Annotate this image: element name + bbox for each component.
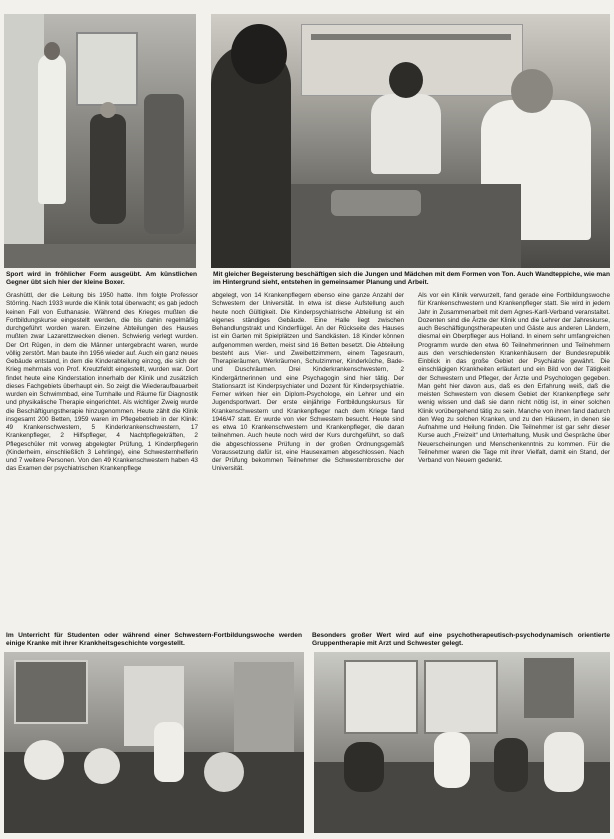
photo-lecture [4,652,304,833]
caption-boxing: Sport wird in fröhlicher Form ausgeübt. Am künstlichen Gegner übt sich hier der kleine Boxer. [6,271,197,287]
photo-clay-modeling [211,14,610,268]
article-text-col3: Als vor ein Klinik verwurzelt, fand gerade eine Fortbildungswoche für Krankenschwestern und Krankenpfleger statt. Sie wird in jedem Jahr in Zusammenarbeit mit dem Agnes-Karll-Verband veranstaltet. Dozenten sind die Ärzte der Klinik und die Lehrer der Jahreskurse, auch Beschäftigungstherapeuten und Gäste aus anderen Ländern, diesmal ein Oberpfleger aus Holland. In einem sehr umfangreichen Programm wurde den etwa 60 Teilnehmerinnen und Teilnehmern aus den verschiedensten Krankenhäusern der Bundesrepublik Einblick in das große Gebiet der Psychiatrie gewährt. Die einschlägigen Krankheiten erläutert und ein Bild von der Tätigkeit der Schwestern und Pfleger, der Ärzte und Psychologen gegeben. Man geht hier davon aus, daß es den Erfahrung weiß, daß die meisten Schwestern von diesem Gebiet der Krankenpflege sehr wenig wissen und daß sie dann nicht nötig ist, in einer solchen Klinik vorübergehend tätig zu sein. Manche von ihnen fand dadurch den Weg zu solchen Kranken, und zu den Häusern, in denen sie Aufnahme und Heilung finden. Die Teilnehmer ist gar sehr dieser Kurse auch „Freizeit“ und Unterhaltung, Musik und Gespräche über Neuerscheinungen und Menschenkenntnis zu kommen. Für die Teilnehmer waren die Tage mit ihrer Vielfalt, damit ein Stand, der Verband von Neuem gedenkt. [418,292,610,464]
photo-boxing [4,14,196,268]
caption-group-therapy: Besonders großer Wert wird auf eine psychotherapeutisch-psychodynamisch orientierte Gruppentherapie mit Arzt und Schwester gelegt. [312,632,610,648]
caption-clay-modeling: Mit gleicher Begeisterung beschäftigen sich die Jungen und Mädchen mit dem Formen von Ton. Auch Wandteppiche, wie man im Hintergrund sieht, entstehen in gemeinsamer Planung und Arbeit. [213,271,610,287]
article-column-2 [212,292,404,582]
article-column-3 [418,292,610,574]
article-text-col1: Grashüttl, der die Leitung bis 1950 hatte. Ihm folgte Professor Störring. Nach 1933 wurde die Klinik total überwacht; es gab jedoch keinen Fall von Euthanasie. Während des Krieges mußten die Fortbildungskurse eingestellt werden, die bis dahin regelmäßig durchgeführt worden waren. Einzelne Abteilungen des Hauses mußten zwar Lazarettzwecken dienen. Schwierig verlegt wurden. Der Ort Rügen, in dem die Männer untergebracht waren, wurde völlig zerstört. Man baute ihn 1956 wieder auf. Auch ein ganz neues Gebäude entstand, in dem die Kinderabteilung einzog, die sich der Krieg mehrmals von Prof. Kreutzfeldt eingestellt, wurden war. Dort findet heute eine Kinderstation innerhalb der Klinik und zusätzlich dieses Fachgebiets überhaupt ein. So zeigt die Wiederaufbauarbeit wurden ein Schwimmbad, eine Turnhalle und Räume für Diagnostik und physikalische Therapie eingerichtet. Als wichtiger Zweig wurde die Beschäftigungstherapie hinzugenommen. Heute zählt die Klinik insgesamt 200 Betten, 1959 waren im Pflegebetrieb in der Klinik: 49 Krankenschwestern, 5 Kinderkrankenschwestern, 17 Krankenpfleger, 2 Hilfspfleger, 4 Nachtpflegekräften, 2 Pflegeschüler mit vorweg abgelegter Prüfung, 1 Kinderpflegerin (Kinderheim, einschließlich 3 Lehrlinge), eine Schwesternhelferin und 7 weitere Personen. Von den 49 Krankenschwestern haben 43 das Examen der psychiatrischen Krankenpflege [6,292,198,473]
article-column-1 [6,292,198,626]
article-text-col2: abgelegt, von 14 Krankenpflegern ebenso eine ganze Anzahl der Schwestern der Universität. In etwa ist diese Aufstellung auch heute noch Gültigkeit. Die Kinderpsychiatrische Abteilung ist ein eigenes ständiges Gebäude. Eine Halle liegt zwischen Behandlungstrakt und Kinderflügel. An der Rückseite des Hauses ist ein Garten mit Spielplätzen und Sandkästen. 18 Kinder können aufgenommen werden, meist sind 16 Betten besetzt. Die Abteilung besteht aus Vier- und Zweibettzimmern, einem Tagesraum, Therapieräumen, Werkräumen, Schulzimmer, Kinderküche, Bade- und Duschräumen. Drei Kinderkrankenschwestern, 2 Kindergärtnerinnen und eine Psychagogin sind hier tätig. Der Stationsarzt ist Kinderpsychiater und Dozent für Kinderpsychiatrie. Ferner wirken hier ein Diplom-Psychologe, ein Lehrer und ein Jugendsportwart. Der erste einjährige Fortbildungskursus für Krankenschwestern und Krankenpfleger nach dem Kriege fand 1946/47 statt. Er wurde von vier Schwestern besucht. Heute sind es etwa 10 Krankenschwestern und Krankenpfleger, die daran teilnehmen. Auch heute noch wird der Kurs durchgeführt, so daß die abgeschlossene Prüfung in der großen Ordnungsgemäß Voraussetzung dafür ist, eine Hausexamen abgeschlossen. Nach der Prüfung bekommen Teilnehmer die Schwesternbrosche der Universität. [212,292,404,473]
photo-group-therapy [314,652,610,833]
caption-lecture: Im Unterricht für Studenten oder während einer Schwestern-Fortbildungswoche werden einige Kranke mit ihrer Krankheitsgeschichte vorgestellt. [6,632,302,648]
